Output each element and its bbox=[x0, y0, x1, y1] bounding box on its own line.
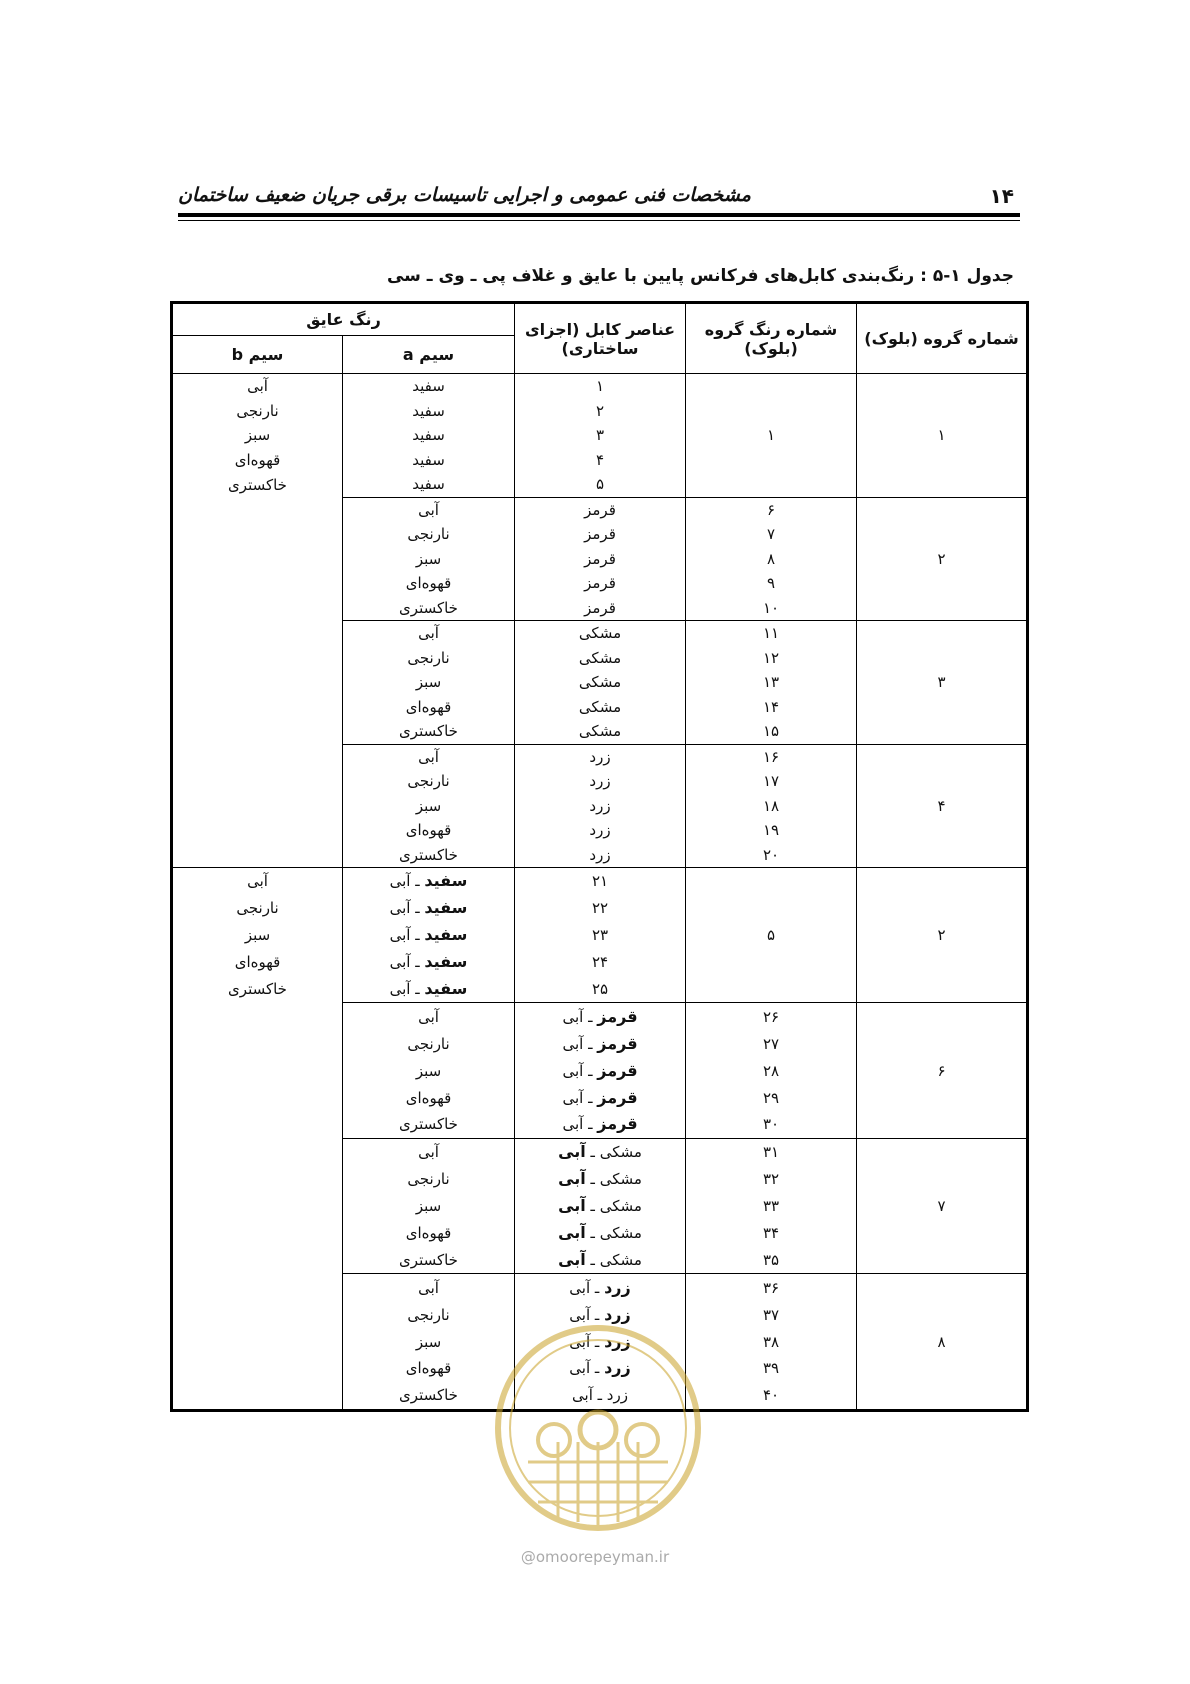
wire-a-primary: مشکی ـ bbox=[585, 1197, 642, 1216]
wire-a-cell: زرد bbox=[515, 769, 686, 794]
wire-b-cell: قهوه‌ای bbox=[343, 1355, 515, 1382]
wire-a-cell bbox=[515, 1274, 686, 1301]
wire-a-primary: قرمز bbox=[597, 1033, 638, 1053]
wire-a-cell: قرمز bbox=[515, 522, 686, 547]
wire-b-cell: قهوه‌ای bbox=[343, 695, 515, 720]
table-row bbox=[172, 1003, 1028, 1030]
wire-a-primary: سفید bbox=[424, 898, 468, 918]
group-number-cell: ۱ bbox=[857, 374, 1028, 498]
color-group-block bbox=[172, 1138, 1028, 1273]
wire-a-secondary: ـ آبی bbox=[569, 1278, 605, 1297]
wire-a-cell: مشکی bbox=[515, 695, 686, 720]
wire-b-cell: آبی bbox=[172, 868, 343, 895]
cable-element-cell: ۲۸ bbox=[686, 1057, 857, 1084]
wire-a-primary: سفید bbox=[424, 925, 468, 945]
cable-element-cell: ۳۰ bbox=[686, 1111, 857, 1138]
page-header bbox=[178, 178, 1020, 218]
cable-element-cell: ۹ bbox=[686, 571, 857, 596]
wire-a-primary: مشکی ـ bbox=[585, 1224, 642, 1243]
cable-color-table bbox=[170, 301, 1029, 1412]
wire-a-secondary: آبی bbox=[558, 1169, 586, 1189]
color-group-block bbox=[172, 868, 1028, 1003]
wire-b-cell: سبز bbox=[343, 1328, 515, 1355]
wire-a-primary: زرد bbox=[604, 1331, 631, 1351]
cable-element-cell: ۲۱ bbox=[515, 868, 686, 895]
cable-element-cell: ۱۵ bbox=[686, 719, 857, 744]
cable-element-cell: ۲۷ bbox=[686, 1030, 857, 1057]
table-caption: جدول ۱-۵ : رنگ‌بندی کابل‌های فرکانس پایین با عایق و غلاف پی ـ وی ـ سی bbox=[386, 266, 1014, 286]
wire-a-cell: سفید bbox=[343, 399, 515, 424]
cable-element-cell: ۴۰ bbox=[686, 1382, 857, 1410]
cable-element-cell: ۳۹ bbox=[686, 1355, 857, 1382]
cable-element-cell: ۸ bbox=[686, 547, 857, 572]
wire-a-cell: مشکی bbox=[515, 719, 686, 744]
wire-a-primary: قرمز bbox=[597, 1060, 638, 1080]
color-group-cell: ۱ bbox=[686, 374, 857, 498]
wire-b-cell: آبی bbox=[343, 497, 515, 522]
cable-element-cell: ۳۶ bbox=[686, 1274, 857, 1301]
wire-a-secondary: ـ آبی bbox=[389, 926, 425, 945]
wire-a-cell: زرد bbox=[515, 794, 686, 819]
wire-b-cell: نارنجی bbox=[343, 646, 515, 671]
color-group-cell: ۸ bbox=[857, 1274, 1028, 1410]
wire-b-cell: آبی bbox=[343, 1274, 515, 1301]
wire-a-cell bbox=[515, 1057, 686, 1084]
wire-b-cell: خاکستری bbox=[343, 1382, 515, 1410]
wire-a-cell: سفید bbox=[343, 374, 515, 399]
wire-a-secondary: ـ آبی bbox=[562, 1007, 598, 1026]
color-group-block bbox=[172, 1003, 1028, 1138]
wire-b-cell: نارنجی bbox=[343, 769, 515, 794]
cable-element-cell: ۳۱ bbox=[686, 1138, 857, 1165]
wire-b-cell: خاکستری bbox=[343, 596, 515, 621]
wire-b-cell: آبی bbox=[343, 744, 515, 769]
wire-a-cell: زرد bbox=[515, 818, 686, 843]
wire-b-cell: سبز bbox=[343, 670, 515, 695]
cable-element-cell: ۱۰ bbox=[686, 596, 857, 621]
cable-element-cell: ۲۲ bbox=[515, 895, 686, 922]
table-row bbox=[172, 374, 1028, 399]
wire-b-cell: قهوه‌ای bbox=[343, 1084, 515, 1111]
wire-a-cell: قرمز bbox=[515, 596, 686, 621]
watermark-logo bbox=[492, 1322, 704, 1534]
wire-a-cell bbox=[515, 1166, 686, 1193]
wire-b-cell: خاکستری bbox=[343, 719, 515, 744]
wire-b-cell: سبز bbox=[172, 922, 343, 949]
wire-b-cell: خاکستری bbox=[172, 976, 343, 1003]
color-group-cell: ۶ bbox=[857, 1003, 1028, 1138]
wire-a-cell: سفید bbox=[343, 423, 515, 448]
wire-a-cell bbox=[343, 922, 515, 949]
wire-a-primary: مشکی ـ bbox=[585, 1170, 642, 1189]
wire-a-cell: سفید bbox=[343, 472, 515, 497]
wire-a-secondary: ـ آبی bbox=[562, 1061, 598, 1080]
wire-a-cell bbox=[515, 1030, 686, 1057]
table-row bbox=[172, 1274, 1028, 1301]
color-group-cell: ۲ bbox=[857, 497, 1028, 621]
cable-element-cell: ۱ bbox=[515, 374, 686, 399]
wire-b-cell: قهوه‌ای bbox=[343, 571, 515, 596]
wire-b-cell: خاکستری bbox=[343, 1246, 515, 1273]
wire-a-secondary: ـ آبی bbox=[389, 953, 425, 972]
wire-a-primary: مشکی ـ bbox=[585, 1143, 642, 1162]
color-group-block bbox=[172, 744, 1028, 868]
wire-b-cell: نارنجی bbox=[343, 522, 515, 547]
wire-a-primary: قرمز bbox=[597, 1006, 638, 1026]
wire-a-cell bbox=[515, 1246, 686, 1273]
running-title: مشخصات فنی عمومی و اجرایی تاسیسات برقی جریان ضعیف ساختمان bbox=[178, 184, 751, 206]
wire-a-secondary: آبی bbox=[558, 1249, 586, 1269]
wire-a-cell: قرمز bbox=[515, 571, 686, 596]
color-group-cell: ۳ bbox=[857, 621, 1028, 745]
wire-a-cell: قرمز bbox=[515, 497, 686, 522]
wire-b-cell: آبی bbox=[343, 1003, 515, 1030]
cable-element-cell: ۲۵ bbox=[515, 976, 686, 1003]
wire-a-cell bbox=[515, 1138, 686, 1165]
wire-a-cell: مشکی bbox=[515, 670, 686, 695]
watermark-site: @omoorepeyman.ir bbox=[520, 1548, 670, 1566]
wire-a-cell bbox=[515, 1193, 686, 1220]
wire-a-secondary: آبی bbox=[558, 1223, 586, 1243]
wire-b-cell: آبی bbox=[172, 374, 343, 399]
cable-element-cell: ۳۳ bbox=[686, 1193, 857, 1220]
table-row bbox=[172, 621, 1028, 646]
cable-element-cell: ۱۸ bbox=[686, 794, 857, 819]
wire-a-secondary: ـ آبی bbox=[569, 1305, 605, 1324]
cable-element-cell: ۲۴ bbox=[515, 949, 686, 976]
cable-element-cell: ۲۹ bbox=[686, 1084, 857, 1111]
cable-element-cell: ۳۸ bbox=[686, 1328, 857, 1355]
header-cable-elements: عناصر کابل (اجزای ساختاری) bbox=[515, 303, 686, 374]
wire-a-secondary: ـ آبی bbox=[562, 1088, 598, 1107]
wire-a-primary: سفید bbox=[424, 871, 468, 891]
cable-element-cell: ۶ bbox=[686, 497, 857, 522]
cable-element-cell: ۱۴ bbox=[686, 695, 857, 720]
cable-element-cell: ۳۲ bbox=[686, 1166, 857, 1193]
wire-a-primary: زرد bbox=[604, 1304, 631, 1324]
page-number: ۱۴ bbox=[989, 184, 1014, 208]
wire-a-cell: مشکی bbox=[515, 646, 686, 671]
wire-b-cell: نارنجی bbox=[343, 1301, 515, 1328]
wire-b-cell: خاکستری bbox=[343, 843, 515, 868]
cable-element-cell: ۱۷ bbox=[686, 769, 857, 794]
cable-element-cell: ۷ bbox=[686, 522, 857, 547]
cable-element-cell: ۳۷ bbox=[686, 1301, 857, 1328]
cable-element-cell: ۲۳ bbox=[515, 922, 686, 949]
color-group-block bbox=[172, 621, 1028, 745]
wire-b-cell: قهوه‌ای bbox=[343, 1220, 515, 1247]
wire-a-cell bbox=[343, 976, 515, 1003]
wire-a-cell bbox=[515, 1084, 686, 1111]
header-color-group-number: شماره رنگ گروه (بلوک) bbox=[686, 303, 857, 374]
wire-a-cell bbox=[343, 868, 515, 895]
wire-b-cell: خاکستری bbox=[343, 1111, 515, 1138]
wire-b-cell: نارنجی bbox=[172, 895, 343, 922]
wire-b-cell: سبز bbox=[343, 1193, 515, 1220]
wire-a-cell: سفید bbox=[343, 448, 515, 473]
cable-element-cell: ۳۵ bbox=[686, 1246, 857, 1273]
cable-element-cell: ۱۶ bbox=[686, 744, 857, 769]
wire-b-cell: خاکستری bbox=[172, 472, 343, 497]
wire-a-cell bbox=[515, 1111, 686, 1138]
header-wire-a: سیم a bbox=[343, 336, 515, 374]
cable-element-cell: ۱۱ bbox=[686, 621, 857, 646]
group-number-cell: ۲ bbox=[857, 868, 1028, 1003]
wire-a-secondary: ـ آبی bbox=[569, 1332, 605, 1351]
cable-element-cell: ۱۳ bbox=[686, 670, 857, 695]
table-row bbox=[172, 497, 1028, 522]
wire-b-cell: سبز bbox=[343, 794, 515, 819]
header-insulation-color: رنگ عایق bbox=[172, 303, 515, 336]
wire-b-cell: نارنجی bbox=[343, 1030, 515, 1057]
wire-a-cell: زرد bbox=[515, 843, 686, 868]
cable-element-cell: ۵ bbox=[515, 472, 686, 497]
table-row bbox=[172, 1138, 1028, 1165]
wire-a-cell bbox=[515, 1220, 686, 1247]
wire-a-cell: قرمز bbox=[515, 547, 686, 572]
wire-a-primary: قرمز bbox=[597, 1087, 638, 1107]
wire-a-secondary: آبی bbox=[558, 1142, 586, 1162]
wire-a-secondary: ـ آبی bbox=[562, 1115, 598, 1134]
wire-a-cell: زرد bbox=[515, 744, 686, 769]
wire-a-primary: سفید bbox=[424, 952, 468, 972]
wire-b-cell: آبی bbox=[343, 621, 515, 646]
color-group-cell: ۷ bbox=[857, 1138, 1028, 1273]
wire-a-secondary: ـ آبی bbox=[389, 899, 425, 918]
wire-a-secondary: آبی bbox=[558, 1196, 586, 1216]
wire-b-cell: سبز bbox=[172, 423, 343, 448]
color-group-block bbox=[172, 374, 1028, 498]
wire-a-primary: سفید bbox=[424, 979, 468, 998]
wire-a-cell: زرد ـ آبی bbox=[515, 1382, 686, 1410]
wire-b-cell: سبز bbox=[343, 1057, 515, 1084]
wire-a-cell bbox=[515, 1003, 686, 1030]
cable-element-cell: ۳ bbox=[515, 423, 686, 448]
wire-a-cell bbox=[343, 895, 515, 922]
wire-b-cell: قهوه‌ای bbox=[343, 818, 515, 843]
cable-element-cell: ۲۶ bbox=[686, 1003, 857, 1030]
header-rule-thin bbox=[178, 220, 1020, 221]
cable-element-cell: ۴ bbox=[515, 448, 686, 473]
wire-b-cell: نارنجی bbox=[172, 399, 343, 424]
color-group-cell: ۴ bbox=[857, 744, 1028, 868]
cable-element-cell: ۱۹ bbox=[686, 818, 857, 843]
wire-a-secondary: ـ آبی bbox=[562, 1034, 598, 1053]
cable-element-cell: ۲۰ bbox=[686, 843, 857, 868]
cable-element-cell: ۲ bbox=[515, 399, 686, 424]
wire-a-primary: زرد bbox=[604, 1277, 631, 1297]
wire-a-secondary: ـ آبی bbox=[569, 1359, 605, 1378]
cable-element-cell: ۱۲ bbox=[686, 646, 857, 671]
wire-a-primary: مشکی ـ bbox=[585, 1250, 642, 1269]
table-row bbox=[172, 744, 1028, 769]
cable-element-cell: ۳۴ bbox=[686, 1220, 857, 1247]
wire-b-cell: نارنجی bbox=[343, 1166, 515, 1193]
wire-a-secondary: ـ آبی bbox=[389, 980, 425, 998]
wire-a-cell bbox=[343, 949, 515, 976]
wire-a-secondary: ـ آبی bbox=[389, 872, 425, 891]
color-group-cell: ۵ bbox=[686, 868, 857, 1003]
wire-a-cell: مشکی bbox=[515, 621, 686, 646]
header-wire-b: سیم b bbox=[172, 336, 343, 374]
wire-a-primary: زرد bbox=[604, 1358, 631, 1378]
wire-b-cell: قهوه‌ای bbox=[172, 448, 343, 473]
header-rule-thick bbox=[178, 213, 1020, 217]
table-row bbox=[172, 868, 1028, 895]
wire-b-cell: سبز bbox=[343, 547, 515, 572]
wire-b-cell: آبی bbox=[343, 1138, 515, 1165]
color-group-block bbox=[172, 497, 1028, 621]
wire-a-primary: قرمز bbox=[597, 1114, 638, 1134]
wire-b-cell: قهوه‌ای bbox=[172, 949, 343, 976]
header-group-number: شماره گروه (بلوک) bbox=[857, 303, 1028, 374]
